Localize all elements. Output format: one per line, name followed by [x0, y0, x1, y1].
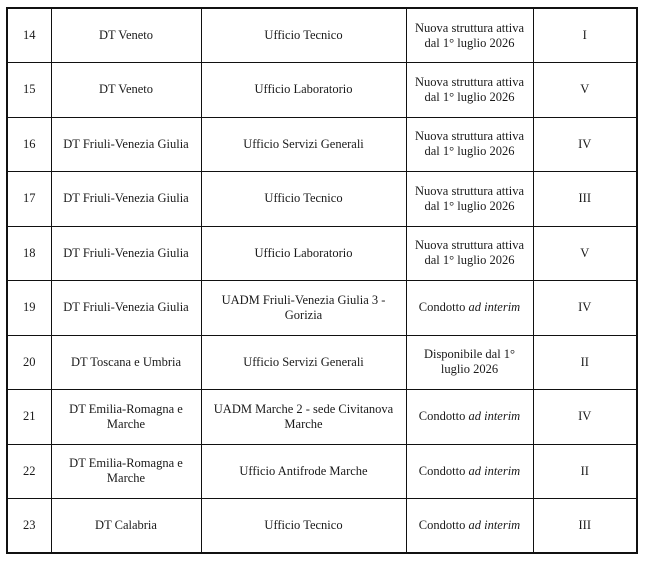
dt-cell: DT Friuli-Venezia Giulia — [51, 117, 201, 172]
status-cell — [406, 390, 533, 445]
status-cell — [406, 444, 533, 499]
status-italic: ad interim — [468, 409, 521, 424]
office-cell: Ufficio Servizi Generali — [201, 335, 406, 390]
level-cell: V — [533, 63, 637, 118]
level-cell: II — [533, 335, 637, 390]
dt-cell: DT Friuli-Venezia Giulia — [51, 172, 201, 227]
table-row — [7, 335, 637, 390]
row-number: 19 — [7, 281, 51, 336]
status-cell — [406, 226, 533, 281]
status-italic: ad interim — [468, 463, 521, 478]
office-cell: UADM Friuli-Venezia Giulia 3 - Gorizia — [201, 281, 406, 336]
level-cell: I — [533, 8, 637, 63]
row-number: 21 — [7, 390, 51, 445]
office-cell: Ufficio Servizi Generali — [201, 117, 406, 172]
status-text: Nuova struttura attiva dal 1° luglio 2026 — [415, 74, 524, 104]
level-cell: IV — [533, 117, 637, 172]
status-cell — [406, 281, 533, 336]
dt-cell: DT Veneto — [51, 8, 201, 63]
table-row — [7, 8, 637, 63]
level-cell: II — [533, 444, 637, 499]
row-number: 20 — [7, 335, 51, 390]
table-row — [7, 172, 637, 227]
table-row — [7, 117, 637, 172]
office-cell: Ufficio Laboratorio — [201, 63, 406, 118]
row-number: 14 — [7, 8, 51, 63]
row-number: 23 — [7, 499, 51, 554]
row-number: 16 — [7, 117, 51, 172]
dt-cell: DT Friuli-Venezia Giulia — [51, 226, 201, 281]
office-cell: Ufficio Laboratorio — [201, 226, 406, 281]
status-italic: ad interim — [468, 518, 521, 532]
dt-cell: DT Friuli-Venezia Giulia — [51, 281, 201, 336]
status-cell — [406, 499, 533, 554]
level-cell: IV — [533, 390, 637, 445]
status-text: Condotto — [418, 300, 469, 315]
row-number: 17 — [7, 172, 51, 227]
table-row — [7, 444, 637, 499]
row-number: 22 — [7, 444, 51, 499]
positions-table — [6, 7, 638, 554]
office-cell: Ufficio Antifrode Marche — [201, 444, 406, 499]
dt-cell: DT Emilia-Romagna e Marche — [51, 390, 201, 445]
table-row — [7, 499, 637, 554]
dt-cell: DT Emilia-Romagna e Marche — [51, 444, 201, 499]
status-text: Disponibile dal 1° luglio 2026 — [423, 347, 516, 377]
status-italic: ad interim — [468, 300, 521, 315]
status-cell — [406, 117, 533, 172]
table-row — [7, 63, 637, 118]
dt-cell: DT Calabria — [51, 499, 201, 554]
status-text: Nuova struttura attiva dal 1° luglio 2026 — [415, 183, 524, 213]
office-cell: Ufficio Tecnico — [201, 8, 406, 63]
status-cell — [406, 335, 533, 390]
row-number: 18 — [7, 226, 51, 281]
table-row — [7, 281, 637, 336]
status-text: Condotto — [418, 409, 469, 424]
status-text: Condotto — [418, 518, 469, 532]
status-text: Nuova struttura attiva dal 1° luglio 2026 — [415, 20, 524, 50]
dt-cell: DT Veneto — [51, 63, 201, 118]
office-cell: Ufficio Tecnico — [201, 499, 406, 554]
status-cell — [406, 63, 533, 118]
status-text: Nuova struttura attiva dal 1° luglio 2026 — [415, 238, 524, 268]
level-cell: V — [533, 226, 637, 281]
office-cell: UADM Marche 2 - sede Civitanova Marche — [201, 390, 406, 445]
dt-cell: DT Toscana e Umbria — [51, 335, 201, 390]
level-cell: III — [533, 172, 637, 227]
level-cell: IV — [533, 281, 637, 336]
status-text: Nuova struttura attiva dal 1° luglio 2026 — [415, 129, 524, 159]
status-cell — [406, 172, 533, 227]
row-number: 15 — [7, 63, 51, 118]
status-cell — [406, 8, 533, 63]
office-cell: Ufficio Tecnico — [201, 172, 406, 227]
level-cell: III — [533, 499, 637, 554]
table-row — [7, 390, 637, 445]
table-row — [7, 226, 637, 281]
status-text: Condotto — [418, 463, 469, 478]
